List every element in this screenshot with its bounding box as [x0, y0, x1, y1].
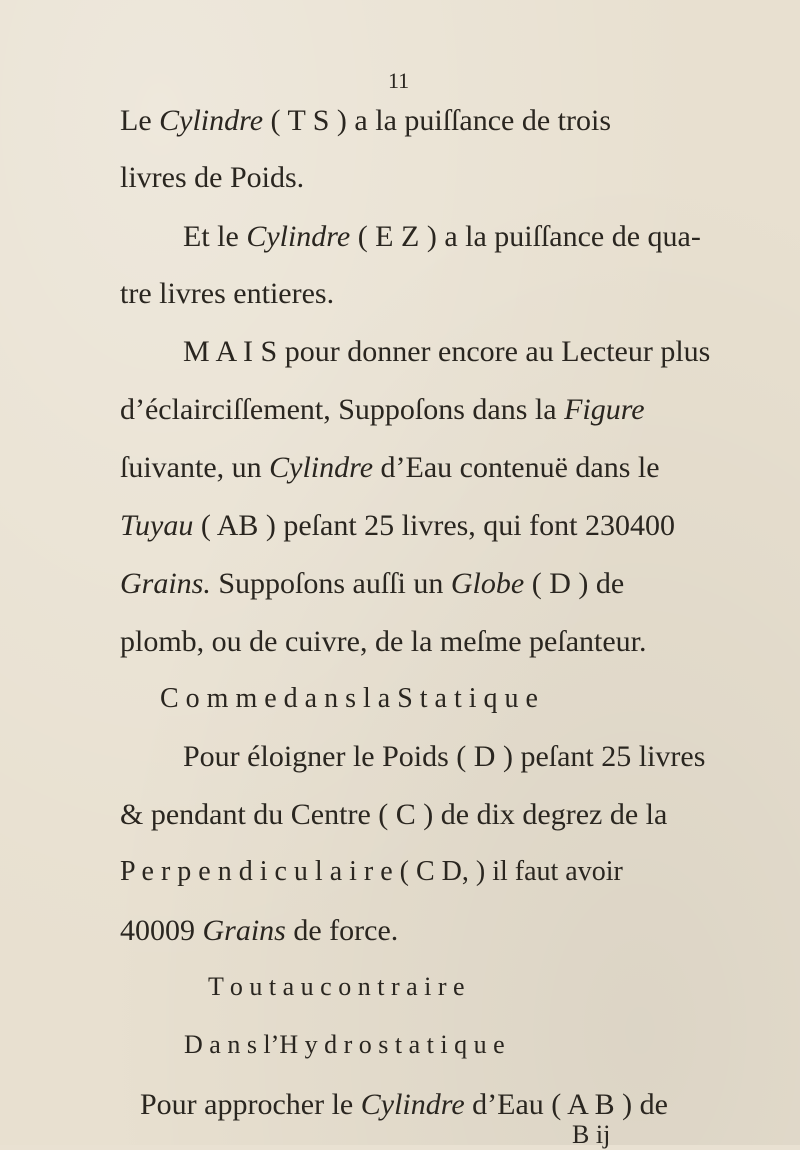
- text-line-3: Et le Cylindre ( E Z ) a la puiſſance de qua-: [183, 220, 701, 253]
- text-line-1: Le Cylindre ( T S ) a la puiſſance de trois: [120, 104, 611, 137]
- heading-tout-au-contraire: T o u t a u c o n t r a i r e: [208, 972, 465, 1001]
- text-line-18: Pour approcher le Cylindre d’Eau ( A B ) de: [140, 1088, 668, 1121]
- text-line-10: plomb, ou de cuivre, de la meſme peſanteur.: [120, 625, 647, 658]
- text-line-9: Grains. Suppoſons auſſi un Globe ( D ) de: [120, 567, 625, 600]
- text-line-14: P e r p e n d i c u l a i r e ( C D, ) il faut avoir: [120, 856, 623, 887]
- text-line-7: ſuivante, un Cylindre d’Eau contenuë dans le: [120, 451, 660, 484]
- text-line-13: & pendant du Centre ( C ) de dix degrez de la: [120, 798, 668, 831]
- text-line-5: M A I S pour donner encore au Lecteur plus: [183, 335, 711, 368]
- text-line-8: Tuyau ( AB ) peſant 25 livres, qui font 230400: [120, 509, 675, 542]
- heading-hydrostatique: D a n s l’H y d r o s t a t i q u e: [184, 1030, 505, 1059]
- text-line-2: livres de Poids.: [120, 161, 305, 194]
- text-line-15: 40009 Grains de force.: [120, 914, 399, 947]
- text-line-4: tre livres entieres.: [120, 277, 335, 310]
- page-number: 11: [388, 68, 410, 93]
- text-line-12: Pour éloigner le Poids ( D ) peſant 25 livres: [183, 740, 706, 773]
- heading-statique: C o m m e d a n s l a S t a t i q u e: [160, 683, 538, 714]
- text-line-6: d’éclairciſſement, Suppoſons dans la Figure: [120, 393, 645, 426]
- signature-mark: B ij: [572, 1120, 611, 1149]
